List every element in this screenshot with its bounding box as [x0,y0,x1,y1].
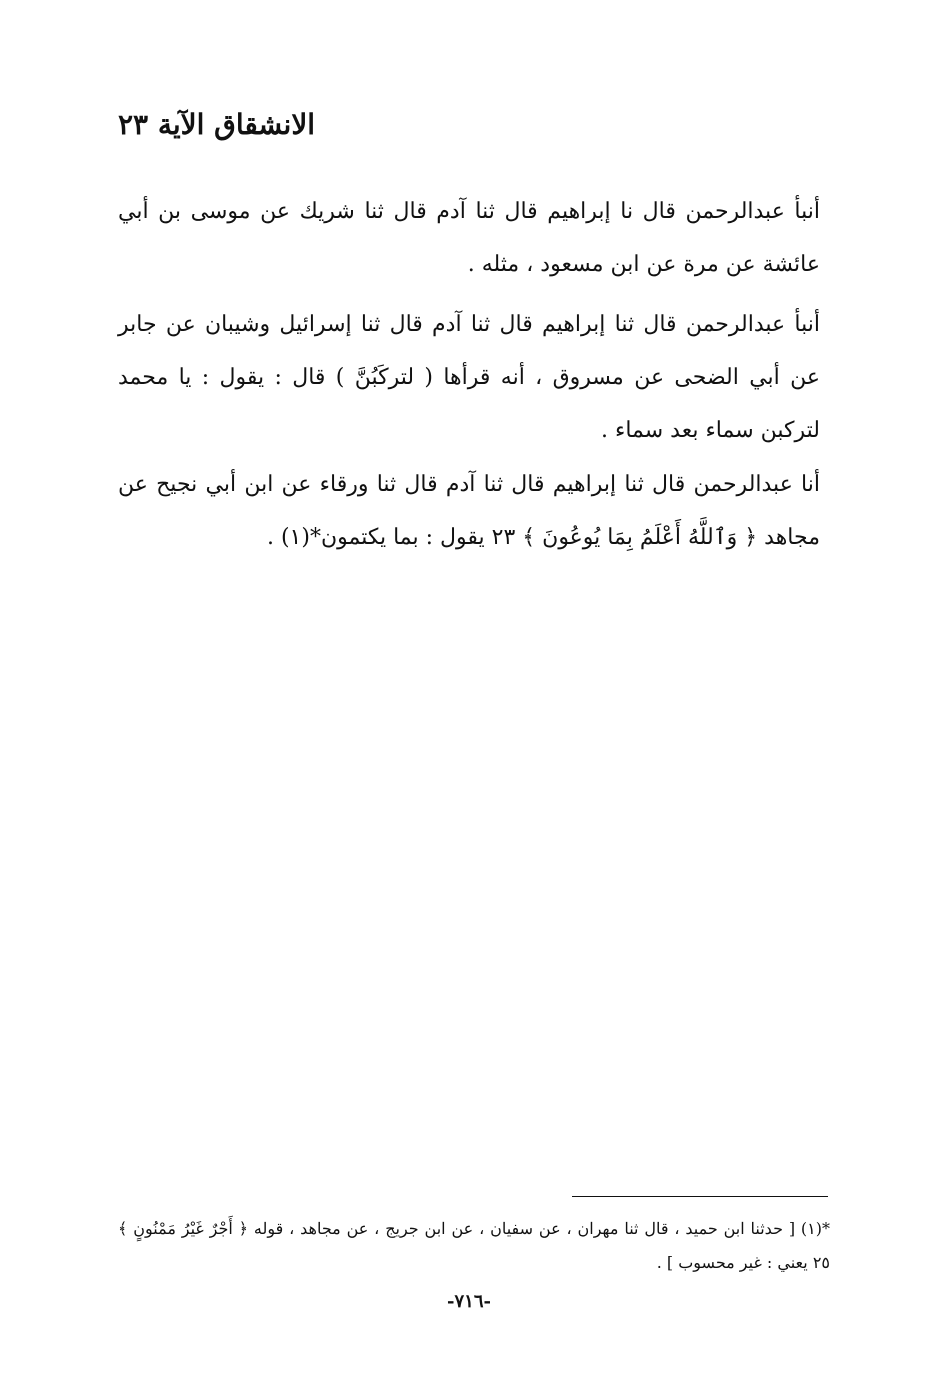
paragraph-3: أنا عبدالرحمن قال ثنا إبراهيم قال ثنا آدم قال ثنا ورقاء عن ابن أبي نجيح عن مجاهد ﴿ وَٱللَّهُ أَعْلَمُ بِمَا يُوعُونَ ﴾ ٢٣ يقول : بما يكتمون*(١) . [118,472,820,550]
paragraph-2: أنبأ عبدالرحمن قال ثنا إبراهيم قال ثنا آدم قال ثنا إسرائيل وشيبان عن جابر عن أبي الضحى عن مسروق ، أنه قرأها ( لتركَبُنَّ ) قال : يقول : يا محمد لتركبن سماء بعد سماء . [118,312,820,443]
page-heading: الانشقاق الآية ٢٣ [118,108,316,141]
paragraph-1: أنبأ عبدالرحمن قال نا إبراهيم قال ثنا آدم قال ثنا شريك عن موسى بن أبي عائشة عن مرة عن ابن مسعود ، مثله . [118,199,820,277]
footnote: *(١) [ حدثنا ابن حميد ، قال ثنا مهران ، عن سفيان ، عن ابن جريج ، عن مجاهد ، قوله ﴿ أَجْرٌ غَيْرُ مَمْنُونٍ ﴾ ٢٥ يعني : غير محسوب ] . [118,1219,831,1272]
footnote-divider [572,1196,828,1197]
page-number: -٧١٦- [447,1291,491,1312]
